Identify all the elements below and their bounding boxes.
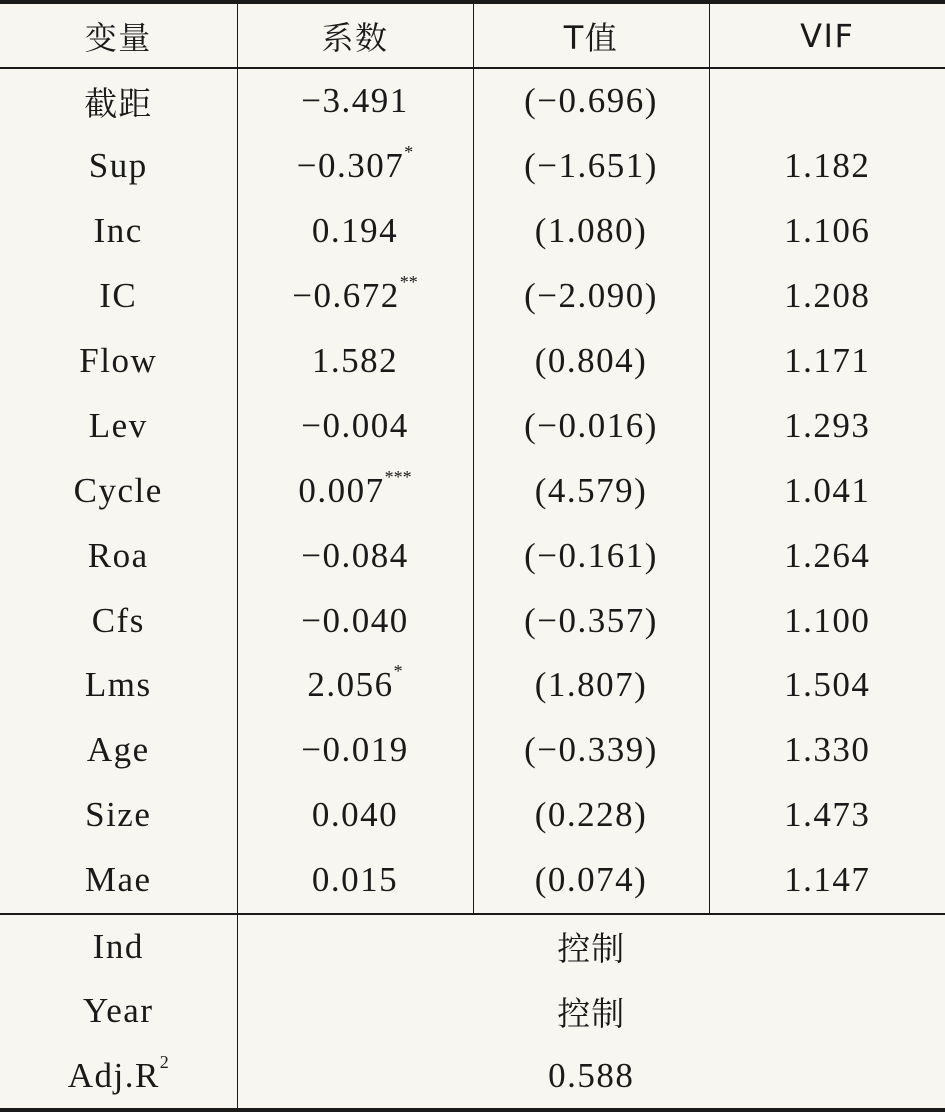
table-row [0,199,945,264]
coefficient-value: 0.040 [311,795,399,835]
coefficient-value: −0.672 [292,276,400,316]
table-row [0,458,945,523]
control-rows [0,914,945,1111]
coefficient-value: 0.015 [311,860,399,900]
coefficient-cell [237,329,473,394]
header-t-value: T值 [473,2,709,68]
control-value: 控制 [237,914,945,980]
t-value-cell: (−2.090) [473,264,709,329]
coefficient-cell [237,523,473,588]
vif-cell: 1.473 [709,783,945,848]
t-value-cell: (0.804) [473,329,709,394]
vif-cell: 1.147 [709,848,945,914]
coefficient-rows [0,68,945,914]
coefficient-value: −0.307 [296,146,405,186]
t-value-cell: (−0.339) [473,718,709,783]
table-row [0,523,945,588]
adj-r2-row [0,1044,945,1111]
vif-cell: 1.171 [709,329,945,394]
coefficient-cell [237,718,473,783]
table-row [0,848,945,914]
coefficient-cell [237,264,473,329]
vif-cell: 1.041 [709,458,945,523]
table-row [0,783,945,848]
vif-cell: 1.293 [709,393,945,458]
t-value-cell: (−0.357) [473,588,709,653]
table-row [0,653,945,718]
significance-stars: * [393,661,403,682]
table-row [0,393,945,458]
coefficient-cell [237,783,473,848]
t-value-cell: (0.228) [473,783,709,848]
vif-cell: 1.182 [709,134,945,199]
coefficient-value: 2.056 [307,665,394,705]
variable-cell: Lev [88,405,148,445]
variable-cell: Size [85,795,152,835]
significance-stars: *** [384,466,412,487]
table-row [0,588,945,653]
header-coefficient: 系数 [237,2,473,68]
variable-cell: Age [86,730,150,770]
t-value-cell: (−0.696) [473,68,709,134]
control-label: Year [83,991,154,1031]
significance-stars: * [404,142,414,163]
coefficient-cell [237,653,473,718]
t-value-cell: (−1.651) [473,134,709,199]
coefficient-value: 1.582 [311,341,399,380]
coefficient-value: 0.194 [311,211,399,251]
coefficient-value: −0.019 [301,730,409,770]
variable-cell: Sup [88,146,148,186]
variable-cell: 截距 [84,83,153,123]
coefficient-cell [237,588,473,653]
vif-cell: 1.208 [709,264,945,329]
variable-cell: Roa [87,535,149,575]
control-row-ind [0,914,945,980]
header-variable: 变量 [0,2,237,68]
variable-cell: Lms [84,665,152,705]
variable-cell: Cfs [91,600,145,640]
vif-cell: 1.106 [709,199,945,264]
t-value-cell: (1.080) [473,199,709,264]
variable-cell: Cycle [73,470,163,510]
t-value-cell: (4.579) [473,458,709,523]
table-row [0,68,945,134]
coefficient-value: −0.084 [301,535,409,575]
adj-r2-superscript: 2 [159,1052,169,1073]
significance-stars: ** [399,272,418,293]
coefficient-cell [237,134,473,199]
coefficient-cell [237,458,473,523]
header-row [0,2,945,68]
coefficient-cell [237,68,473,134]
t-value-cell: (1.807) [473,653,709,718]
coefficient-value: −0.004 [301,405,409,445]
variable-cell: IC [99,276,138,316]
t-value-cell: (−0.161) [473,523,709,588]
vif-cell [709,68,945,134]
t-value-cell: (0.074) [473,848,709,914]
control-row-year [0,979,945,1044]
coefficient-cell [237,848,473,914]
adj-r2-label-text: Adj.R [67,1056,160,1096]
table-row [0,718,945,783]
adj-r2-label [0,1044,237,1111]
coefficient-cell [237,199,473,264]
control-label: Ind [92,926,144,966]
vif-cell: 1.330 [709,718,945,783]
t-value-cell: (−0.016) [473,393,709,458]
variable-cell: Inc [93,211,143,251]
coefficient-value: 0.007 [298,470,385,510]
coefficient-value: −0.040 [301,600,409,640]
table-row [0,134,945,199]
variable-cell: Mae [0,848,237,914]
table-row [0,264,945,329]
header-vif: VIF [709,2,945,68]
vif-cell: 1.504 [709,653,945,718]
adj-r2-value: 0.588 [237,1044,945,1111]
coefficient-value: −3.491 [301,81,409,121]
coefficient-cell [237,393,473,458]
control-value: 控制 [237,979,945,1044]
vif-cell: 1.100 [709,588,945,653]
table-row [0,329,945,394]
vif-cell: 1.264 [709,523,945,588]
variable-cell: Flow [79,341,158,380]
